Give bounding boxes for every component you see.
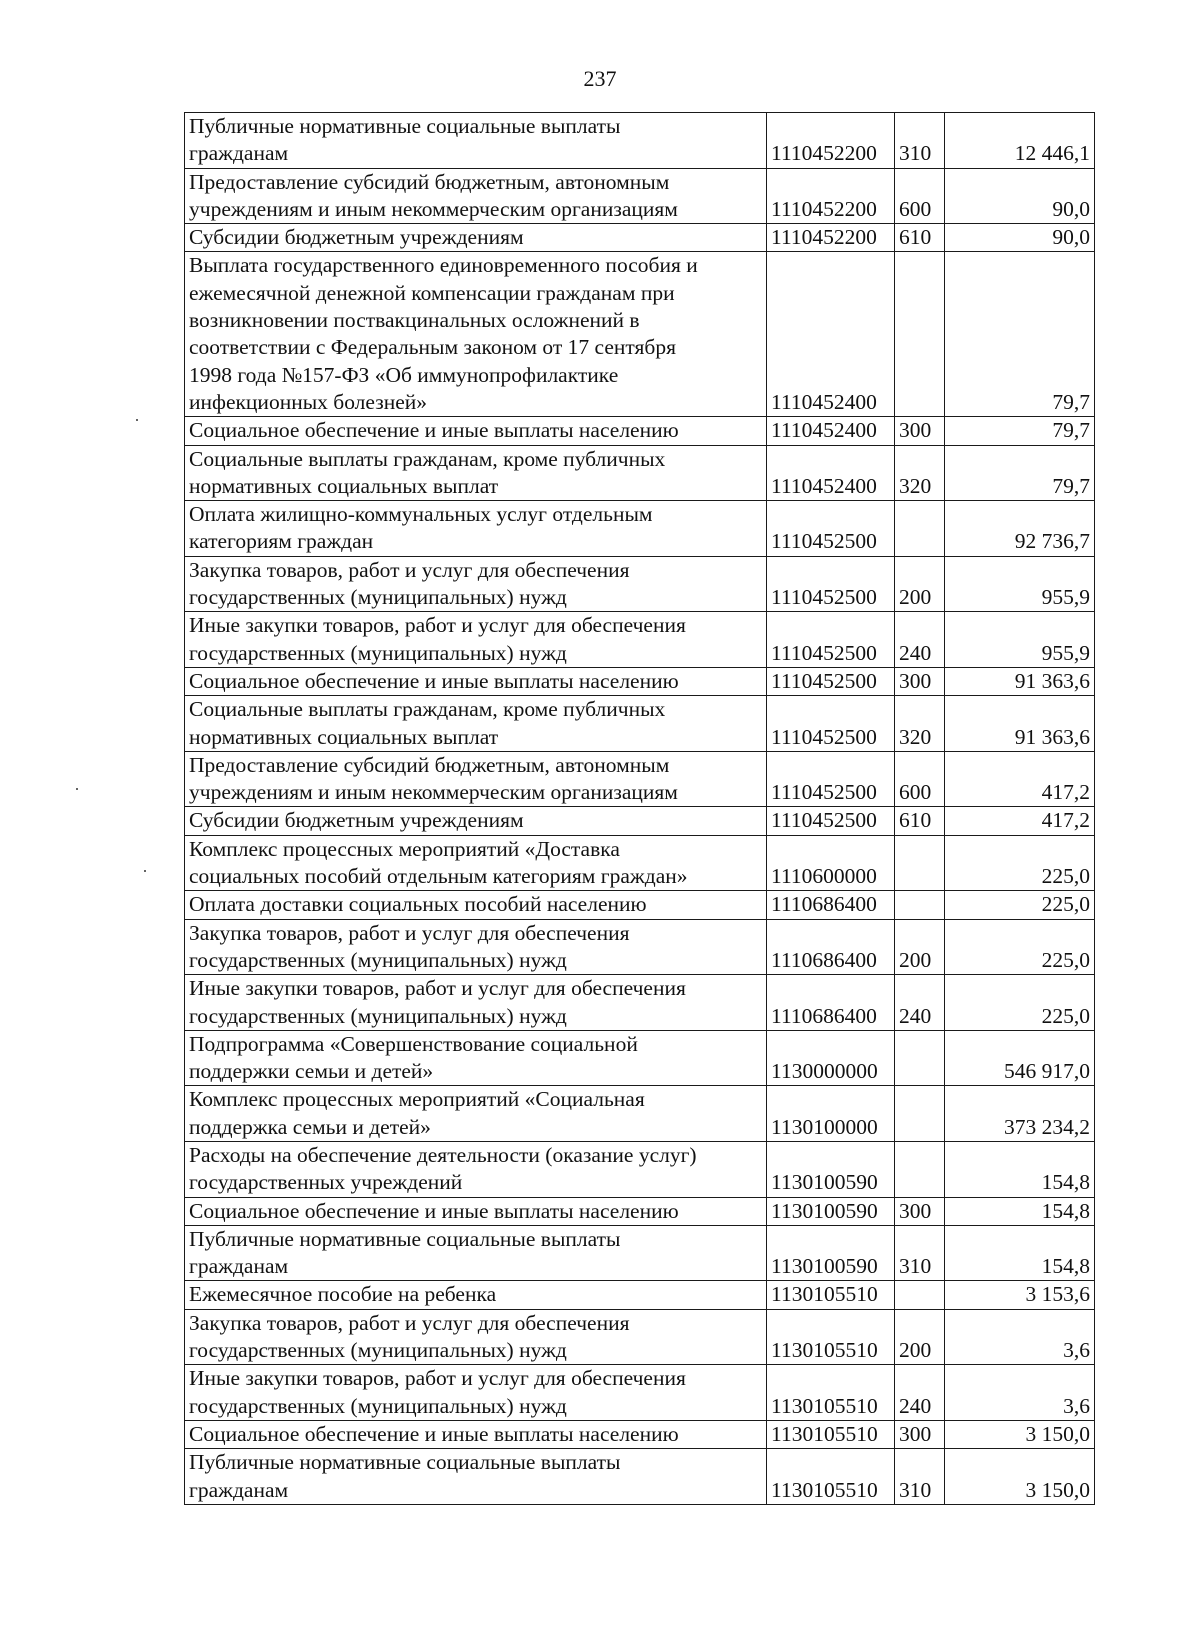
budget-table-body	[185, 113, 1095, 1505]
row-code-cell: 1130105510	[767, 1420, 895, 1448]
row-kvr-cell: 310	[895, 113, 945, 169]
table-row	[185, 667, 1095, 695]
row-sum-cell: 92 736,7	[945, 501, 1095, 557]
row-name-cell: Публичные нормативные социальные выплаты гражданам	[185, 113, 767, 169]
row-name-cell: Субсидии бюджетным учреждениям	[185, 224, 767, 252]
row-sum-cell: 225,0	[945, 891, 1095, 919]
row-kvr-cell: 300	[895, 1197, 945, 1225]
row-kvr-cell: 310	[895, 1225, 945, 1281]
row-name-cell: Социальное обеспечение и иные выплаты населению	[185, 667, 767, 695]
table-row	[185, 224, 1095, 252]
row-code-cell: 1130105510	[767, 1449, 895, 1505]
row-name-cell: Публичные нормативные социальные выплаты гражданам	[185, 1225, 767, 1281]
row-name-cell: Комплекс процессных мероприятий «Социальная поддержка семьи и детей»	[185, 1086, 767, 1142]
row-kvr-cell: 610	[895, 807, 945, 835]
table-row	[185, 891, 1095, 919]
row-code-cell: 1130100590	[767, 1225, 895, 1281]
row-name-cell: Иные закупки товаров, работ и услуг для обеспечения государственных (муниципальных) нужд	[185, 975, 767, 1031]
row-kvr-cell: 200	[895, 556, 945, 612]
row-code-cell: 1110452500	[767, 807, 895, 835]
row-kvr-cell: 610	[895, 224, 945, 252]
table-row	[185, 1309, 1095, 1365]
table-row	[185, 696, 1095, 752]
table-row	[185, 252, 1095, 417]
row-code-cell: 1130100590	[767, 1141, 895, 1197]
row-kvr-cell: 320	[895, 696, 945, 752]
row-sum-cell: 90,0	[945, 224, 1095, 252]
row-code-cell: 1110452200	[767, 168, 895, 224]
row-kvr-cell	[895, 1281, 945, 1309]
table-row	[185, 113, 1095, 169]
row-code-cell: 1110686400	[767, 975, 895, 1031]
table-row	[185, 168, 1095, 224]
table-row	[185, 975, 1095, 1031]
row-code-cell: 1130105510	[767, 1365, 895, 1421]
table-row	[185, 1086, 1095, 1142]
row-kvr-cell: 240	[895, 1365, 945, 1421]
scan-speck	[76, 788, 78, 790]
row-kvr-cell	[895, 1086, 945, 1142]
row-kvr-cell	[895, 501, 945, 557]
table-row	[185, 835, 1095, 891]
row-code-cell: 1110600000	[767, 835, 895, 891]
row-code-cell: 1110452500	[767, 751, 895, 807]
row-kvr-cell: 200	[895, 919, 945, 975]
row-sum-cell: 417,2	[945, 751, 1095, 807]
row-sum-cell: 955,9	[945, 556, 1095, 612]
row-sum-cell: 225,0	[945, 975, 1095, 1031]
row-kvr-cell: 200	[895, 1309, 945, 1365]
row-code-cell: 1130105510	[767, 1309, 895, 1365]
row-code-cell: 1110452400	[767, 417, 895, 445]
row-name-cell: Публичные нормативные социальные выплаты гражданам	[185, 1449, 767, 1505]
row-code-cell: 1110452200	[767, 224, 895, 252]
scan-speck	[144, 870, 146, 872]
row-sum-cell: 90,0	[945, 168, 1095, 224]
row-name-cell: Социальное обеспечение и иные выплаты населению	[185, 417, 767, 445]
row-name-cell: Закупка товаров, работ и услуг для обеспечения государственных (муниципальных) нужд	[185, 556, 767, 612]
row-sum-cell: 3 153,6	[945, 1281, 1095, 1309]
row-sum-cell: 3,6	[945, 1365, 1095, 1421]
row-code-cell: 1110452400	[767, 252, 895, 417]
row-code-cell: 1130000000	[767, 1030, 895, 1086]
row-name-cell: Иные закупки товаров, работ и услуг для обеспечения государственных (муниципальных) нужд	[185, 1365, 767, 1421]
row-name-cell: Закупка товаров, работ и услуг для обеспечения государственных (муниципальных) нужд	[185, 919, 767, 975]
row-code-cell: 1110452400	[767, 445, 895, 501]
row-code-cell: 1130100590	[767, 1197, 895, 1225]
row-sum-cell: 546 917,0	[945, 1030, 1095, 1086]
row-name-cell: Социальные выплаты гражданам, кроме публичных нормативных социальных выплат	[185, 445, 767, 501]
row-sum-cell: 12 446,1	[945, 113, 1095, 169]
table-row	[185, 501, 1095, 557]
row-name-cell: Иные закупки товаров, работ и услуг для обеспечения государственных (муниципальных) нужд	[185, 612, 767, 668]
row-kvr-cell: 300	[895, 667, 945, 695]
row-sum-cell: 225,0	[945, 919, 1095, 975]
row-name-cell: Социальное обеспечение и иные выплаты населению	[185, 1197, 767, 1225]
row-name-cell: Расходы на обеспечение деятельности (оказание услуг) государственных учреждений	[185, 1141, 767, 1197]
table-row	[185, 612, 1095, 668]
row-name-cell: Комплекс процессных мероприятий «Доставка социальных пособий отдельным категориям граждан»	[185, 835, 767, 891]
row-sum-cell: 225,0	[945, 835, 1095, 891]
row-name-cell: Предоставление субсидий бюджетным, автономным учреждениям и иным некоммерческим организациям	[185, 751, 767, 807]
table-row	[185, 1030, 1095, 1086]
row-name-cell: Субсидии бюджетным учреждениям	[185, 807, 767, 835]
table-row	[185, 1141, 1095, 1197]
row-kvr-cell	[895, 1030, 945, 1086]
table-row	[185, 445, 1095, 501]
row-kvr-cell	[895, 835, 945, 891]
scan-speck	[136, 419, 138, 421]
table-row	[185, 1420, 1095, 1448]
row-kvr-cell	[895, 252, 945, 417]
row-sum-cell: 79,7	[945, 252, 1095, 417]
budget-table	[184, 112, 1095, 1505]
row-kvr-cell: 240	[895, 612, 945, 668]
table-row	[185, 1449, 1095, 1505]
row-kvr-cell: 300	[895, 1420, 945, 1448]
row-code-cell: 1110452500	[767, 696, 895, 752]
row-sum-cell: 154,8	[945, 1197, 1095, 1225]
table-row	[185, 919, 1095, 975]
row-kvr-cell	[895, 891, 945, 919]
table-row	[185, 807, 1095, 835]
row-code-cell: 1110452500	[767, 612, 895, 668]
row-code-cell: 1110452500	[767, 501, 895, 557]
row-code-cell: 1110452200	[767, 113, 895, 169]
table-row	[185, 1225, 1095, 1281]
row-kvr-cell: 320	[895, 445, 945, 501]
row-kvr-cell: 240	[895, 975, 945, 1031]
row-code-cell: 1110452500	[767, 667, 895, 695]
row-sum-cell: 3 150,0	[945, 1449, 1095, 1505]
row-sum-cell: 91 363,6	[945, 696, 1095, 752]
table-row	[185, 1281, 1095, 1309]
page-number: 237	[583, 66, 617, 91]
row-sum-cell: 417,2	[945, 807, 1095, 835]
row-sum-cell: 154,8	[945, 1141, 1095, 1197]
row-name-cell: Оплата доставки социальных пособий населению	[185, 891, 767, 919]
row-name-cell: Социальное обеспечение и иные выплаты населению	[185, 1420, 767, 1448]
table-row	[185, 417, 1095, 445]
row-kvr-cell: 600	[895, 751, 945, 807]
row-code-cell: 1130105510	[767, 1281, 895, 1309]
row-code-cell: 1130100000	[767, 1086, 895, 1142]
row-sum-cell: 79,7	[945, 417, 1095, 445]
row-kvr-cell: 300	[895, 417, 945, 445]
row-sum-cell: 373 234,2	[945, 1086, 1095, 1142]
row-code-cell: 1110686400	[767, 891, 895, 919]
table-row	[185, 1365, 1095, 1421]
row-name-cell: Выплата государственного единовременного пособия и ежемесячной денежной компенсации гражданам при возникновении поствакцинальных осложнений в соответствии с Федеральным законом от 17 сентября 1998 года №157-ФЗ «Об иммунопрофилактике инфекционных болезней»	[185, 252, 767, 417]
table-row	[185, 1197, 1095, 1225]
row-sum-cell: 154,8	[945, 1225, 1095, 1281]
row-kvr-cell: 600	[895, 168, 945, 224]
row-sum-cell: 955,9	[945, 612, 1095, 668]
row-name-cell: Социальные выплаты гражданам, кроме публичных нормативных социальных выплат	[185, 696, 767, 752]
row-name-cell: Ежемесячное пособие на ребенка	[185, 1281, 767, 1309]
row-name-cell: Предоставление субсидий бюджетным, автономным учреждениям и иным некоммерческим организациям	[185, 168, 767, 224]
row-name-cell: Подпрограмма «Совершенствование социальной поддержки семьи и детей»	[185, 1030, 767, 1086]
row-name-cell: Оплата жилищно-коммунальных услуг отдельным категориям граждан	[185, 501, 767, 557]
table-row	[185, 751, 1095, 807]
row-kvr-cell	[895, 1141, 945, 1197]
row-name-cell: Закупка товаров, работ и услуг для обеспечения государственных (муниципальных) нужд	[185, 1309, 767, 1365]
row-sum-cell: 3,6	[945, 1309, 1095, 1365]
row-code-cell: 1110452500	[767, 556, 895, 612]
row-code-cell: 1110686400	[767, 919, 895, 975]
table-row	[185, 556, 1095, 612]
row-sum-cell: 91 363,6	[945, 667, 1095, 695]
row-sum-cell: 3 150,0	[945, 1420, 1095, 1448]
row-kvr-cell: 310	[895, 1449, 945, 1505]
row-sum-cell: 79,7	[945, 445, 1095, 501]
